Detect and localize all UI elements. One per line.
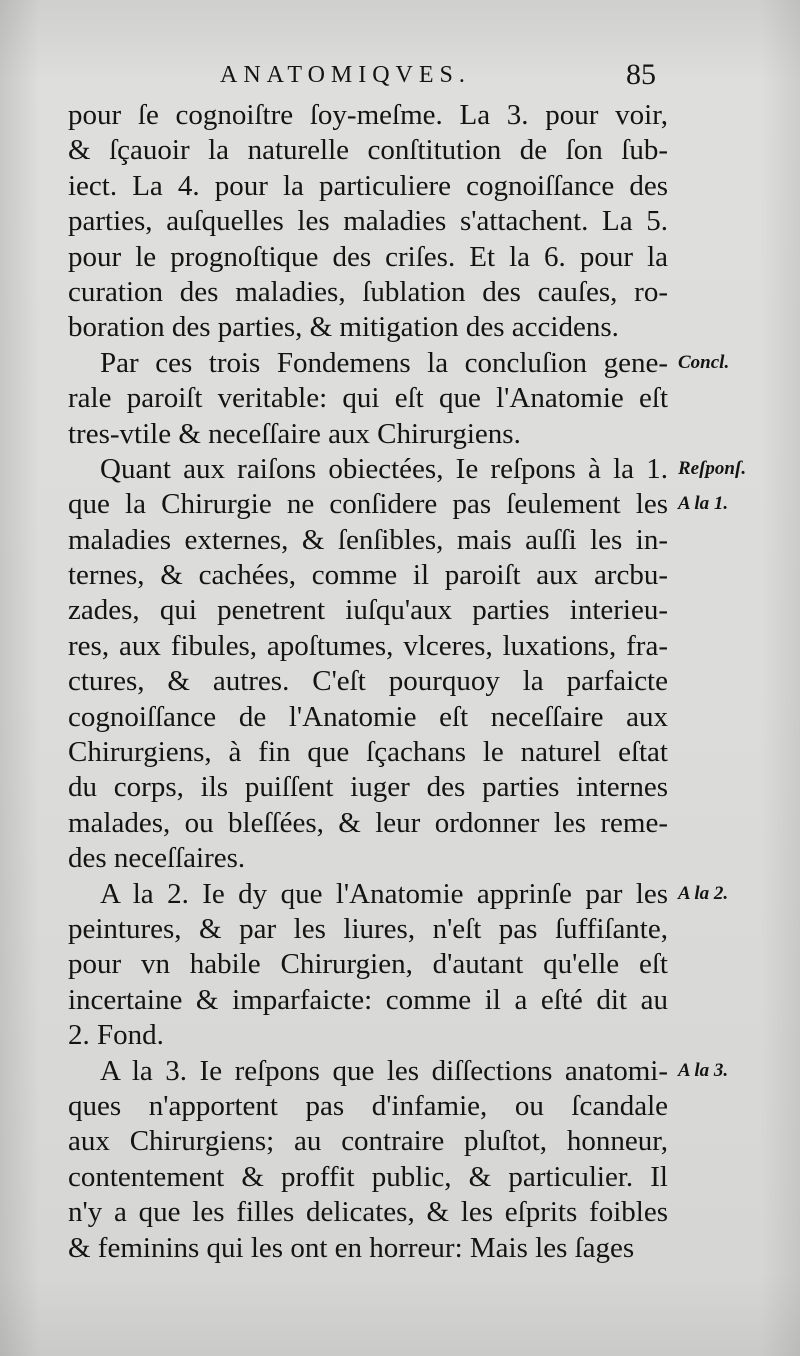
text-line: & feminins qui les ont en horreur: Mais les ſages	[68, 1231, 635, 1264]
text-line: des neceſſaires.	[68, 842, 246, 875]
text-line: 2. Fond.	[68, 1019, 164, 1052]
text-line: pour ſe cognoiſtre ſoy-meſme. La 3. pour voir,	[68, 99, 668, 131]
margin-note: A la 2.	[678, 882, 729, 904]
margin-note: A la 3.	[678, 1059, 729, 1081]
page-number: 85	[626, 58, 656, 91]
text-line: A la 3. Ie reſpons que les diſſections anatomi-	[100, 1054, 668, 1087]
text-line: ctures, & autres. C'eſt pourquoy la parfaicte	[68, 665, 668, 698]
text-line: res, aux fibules, apoſtumes, vlceres, luxations, fra-	[68, 629, 668, 662]
text-line: iect. La 4. pour la particuliere cognoiſſance des	[68, 169, 668, 202]
text-line: pour le prognoſtique des criſes. Et la 6. pour la	[68, 240, 668, 273]
text-line: rale paroiſt veritable: qui eſt que l'Anatomie eſt	[68, 382, 668, 415]
text-line: cognoiſſance de l'Anatomie eſt neceſſaire aux	[68, 700, 668, 733]
text-line: zades, qui penetrent iuſqu'aux parties interieu-	[68, 594, 668, 627]
text-line: pour vn habile Chirurgien, d'autant qu'elle eſt	[68, 948, 668, 981]
text-line: du corps, ils puiſſent iuger des parties internes	[68, 771, 668, 804]
text-line: Chirurgiens, à fin que ſçachans le naturel eſtat	[68, 736, 668, 769]
text-line: maladies externes, & ſenſibles, mais auſſi les in-	[68, 523, 668, 556]
text-line: contentement & proffit public, & particulier. Il	[68, 1160, 668, 1193]
margin-note: Concl.	[678, 351, 730, 373]
margin-note: Reſponſ.	[678, 458, 747, 479]
text-line: Par ces trois Fondemens la concluſion gene-	[100, 346, 668, 379]
margin-note: A la 1.	[678, 493, 729, 515]
text-line: & ſçauoir la naturelle conſtitution de ſon ſub-	[68, 134, 668, 167]
text-line: ternes, & cachées, comme il paroiſt aux arcbu-	[68, 559, 668, 592]
text-line: aux Chirurgiens; au contraire pluſtot, honneur,	[68, 1125, 668, 1158]
text-line: A la 2. Ie dy que l'Anatomie apprinſe par les	[100, 877, 668, 910]
body-text	[68, 98, 668, 1266]
text-line: Quant aux raiſons obiectées, Ie reſpons à la 1.	[100, 452, 668, 485]
text-line: que la Chirurgie ne conſidere pas ſeulement les	[68, 488, 668, 521]
text-line: peintures, & par les liures, n'eſt pas ſuffiſante,	[68, 912, 668, 945]
text-line: tres-vtile & neceſſaire aux Chirurgiens.	[68, 417, 521, 450]
running-title: ANATOMIQVES.	[220, 62, 471, 88]
text-line: incertaine & imparfaicte: comme il a eſté dit au	[68, 983, 668, 1016]
text-line: parties, auſquelles les maladies s'attachent. La 5.	[68, 205, 668, 238]
text-line: curation des maladies, ſublation des cauſes, ro-	[68, 275, 668, 308]
text-line: boration des parties, & mitigation des accidens.	[68, 311, 619, 344]
text-line: malades, ou bleſſées, & leur ordonner les reme-	[68, 806, 668, 839]
text-line: n'y a que les filles delicates, & les eſprits foibles	[68, 1196, 668, 1229]
text-line: ques n'apportent pas d'infamie, ou ſcandale	[68, 1089, 668, 1122]
